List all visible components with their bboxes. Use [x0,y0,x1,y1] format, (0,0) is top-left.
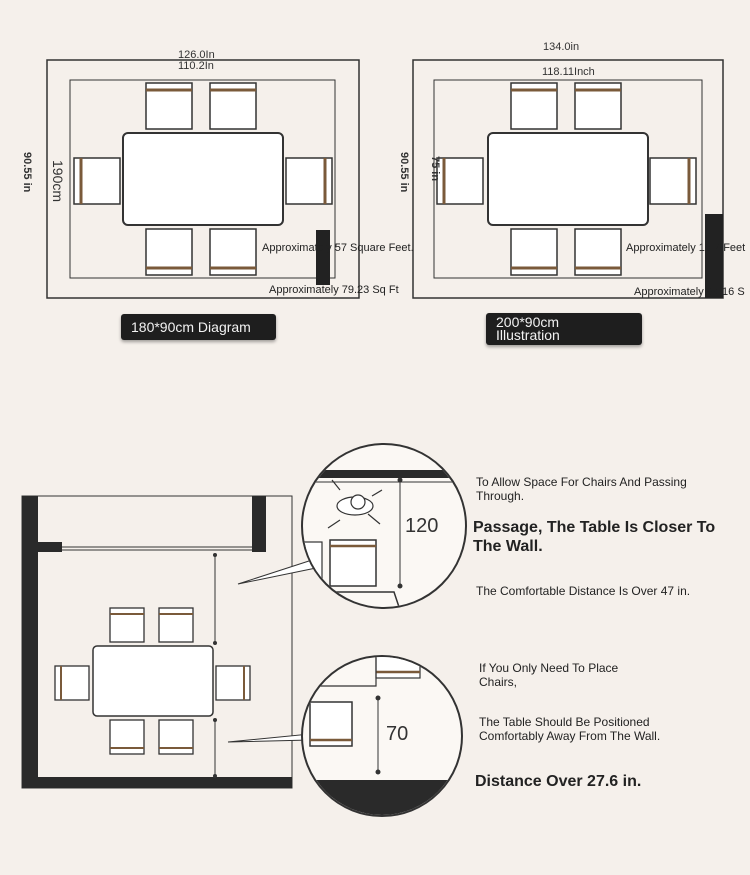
left-wall [22,496,38,788]
note-bottom-big: Distance Over 27.6 in. [475,773,642,790]
diagram-a-area-outer: Approximately 79.23 Sq Ft [269,284,399,296]
floor-table [93,646,213,716]
room-outline [22,496,292,788]
floor-chair [216,666,250,700]
diagram-b-caption-line2: Illustration [496,327,560,343]
diagram-b-chair [650,158,696,204]
diagram-b-outer-height: 90.55 in [398,152,410,193]
diagram-a-chair [210,83,256,129]
diagram-b-inner-width: 118.11Inch [542,66,595,78]
floor-chair [159,720,193,754]
right-pillar [252,496,266,552]
top-wall [38,542,62,552]
floor-chair [110,608,144,642]
zoom-circle-bottom [300,652,470,820]
diagram-b-table [488,133,648,225]
floor-plan-drawing [0,440,470,840]
diagram-b-table-size: 75 in [429,156,441,182]
floor-chair [159,608,193,642]
zoom-circle-top [300,444,470,610]
note-bottom-small: If You Only Need To Place Chairs, [479,661,619,689]
zoom-top-value: 120 [405,515,439,537]
note-top-big: Passage, The Table Is Closer To The Wall. [473,519,716,555]
floor-chair [55,666,89,700]
diagram-a-caption: 180*90cm Diagram [121,314,276,340]
diagram-b-chair [437,158,483,204]
diagram-b-chair [511,83,557,129]
diagram-b-caption-line1: 200*90cm [496,314,560,330]
diagram-a-outer-height: 90.55 in [21,152,33,193]
diagram-a-inner-width: 110.2In [178,60,214,72]
diagram-a-table [123,133,283,225]
floor-chair [110,720,144,754]
zoom-bottom-value: 70 [386,723,409,745]
bottom-wall [22,777,292,788]
diagram-a-chair [146,83,192,129]
note-top-small: To Allow Space For Chairs And Passing Through. [476,475,687,503]
diagram-a-chair [74,158,120,204]
diagram-b-chair [575,83,621,129]
diagram-a-chair [210,229,256,275]
diagram-a-table-size: 190cm [50,160,66,203]
note-bottom-mid: The Table Should Be Positioned Comfortably Away From The Wall. [479,715,661,743]
diagram-a-outer-width: 126.0In [178,49,215,61]
diagram-b-chair [511,229,557,275]
diagram-b-area-inner: Approximately 18.7 Feet [626,242,746,254]
diagram-a-marker [316,230,330,285]
note-top-distance: The Comfortable Distance Is Over 47 in. [476,584,691,598]
diagram-a-area-inner: Approximately 57 Square Feet. [262,242,414,254]
diagram-b-chair [575,229,621,275]
diagram-b-caption [486,313,642,345]
diagram-a-chair [146,229,192,275]
diagram-b-outer-width: 134.0in [543,41,580,53]
diagram-a-chair [286,158,332,204]
diagram-b-area-outer: Approximately 84.16 S [634,286,745,298]
